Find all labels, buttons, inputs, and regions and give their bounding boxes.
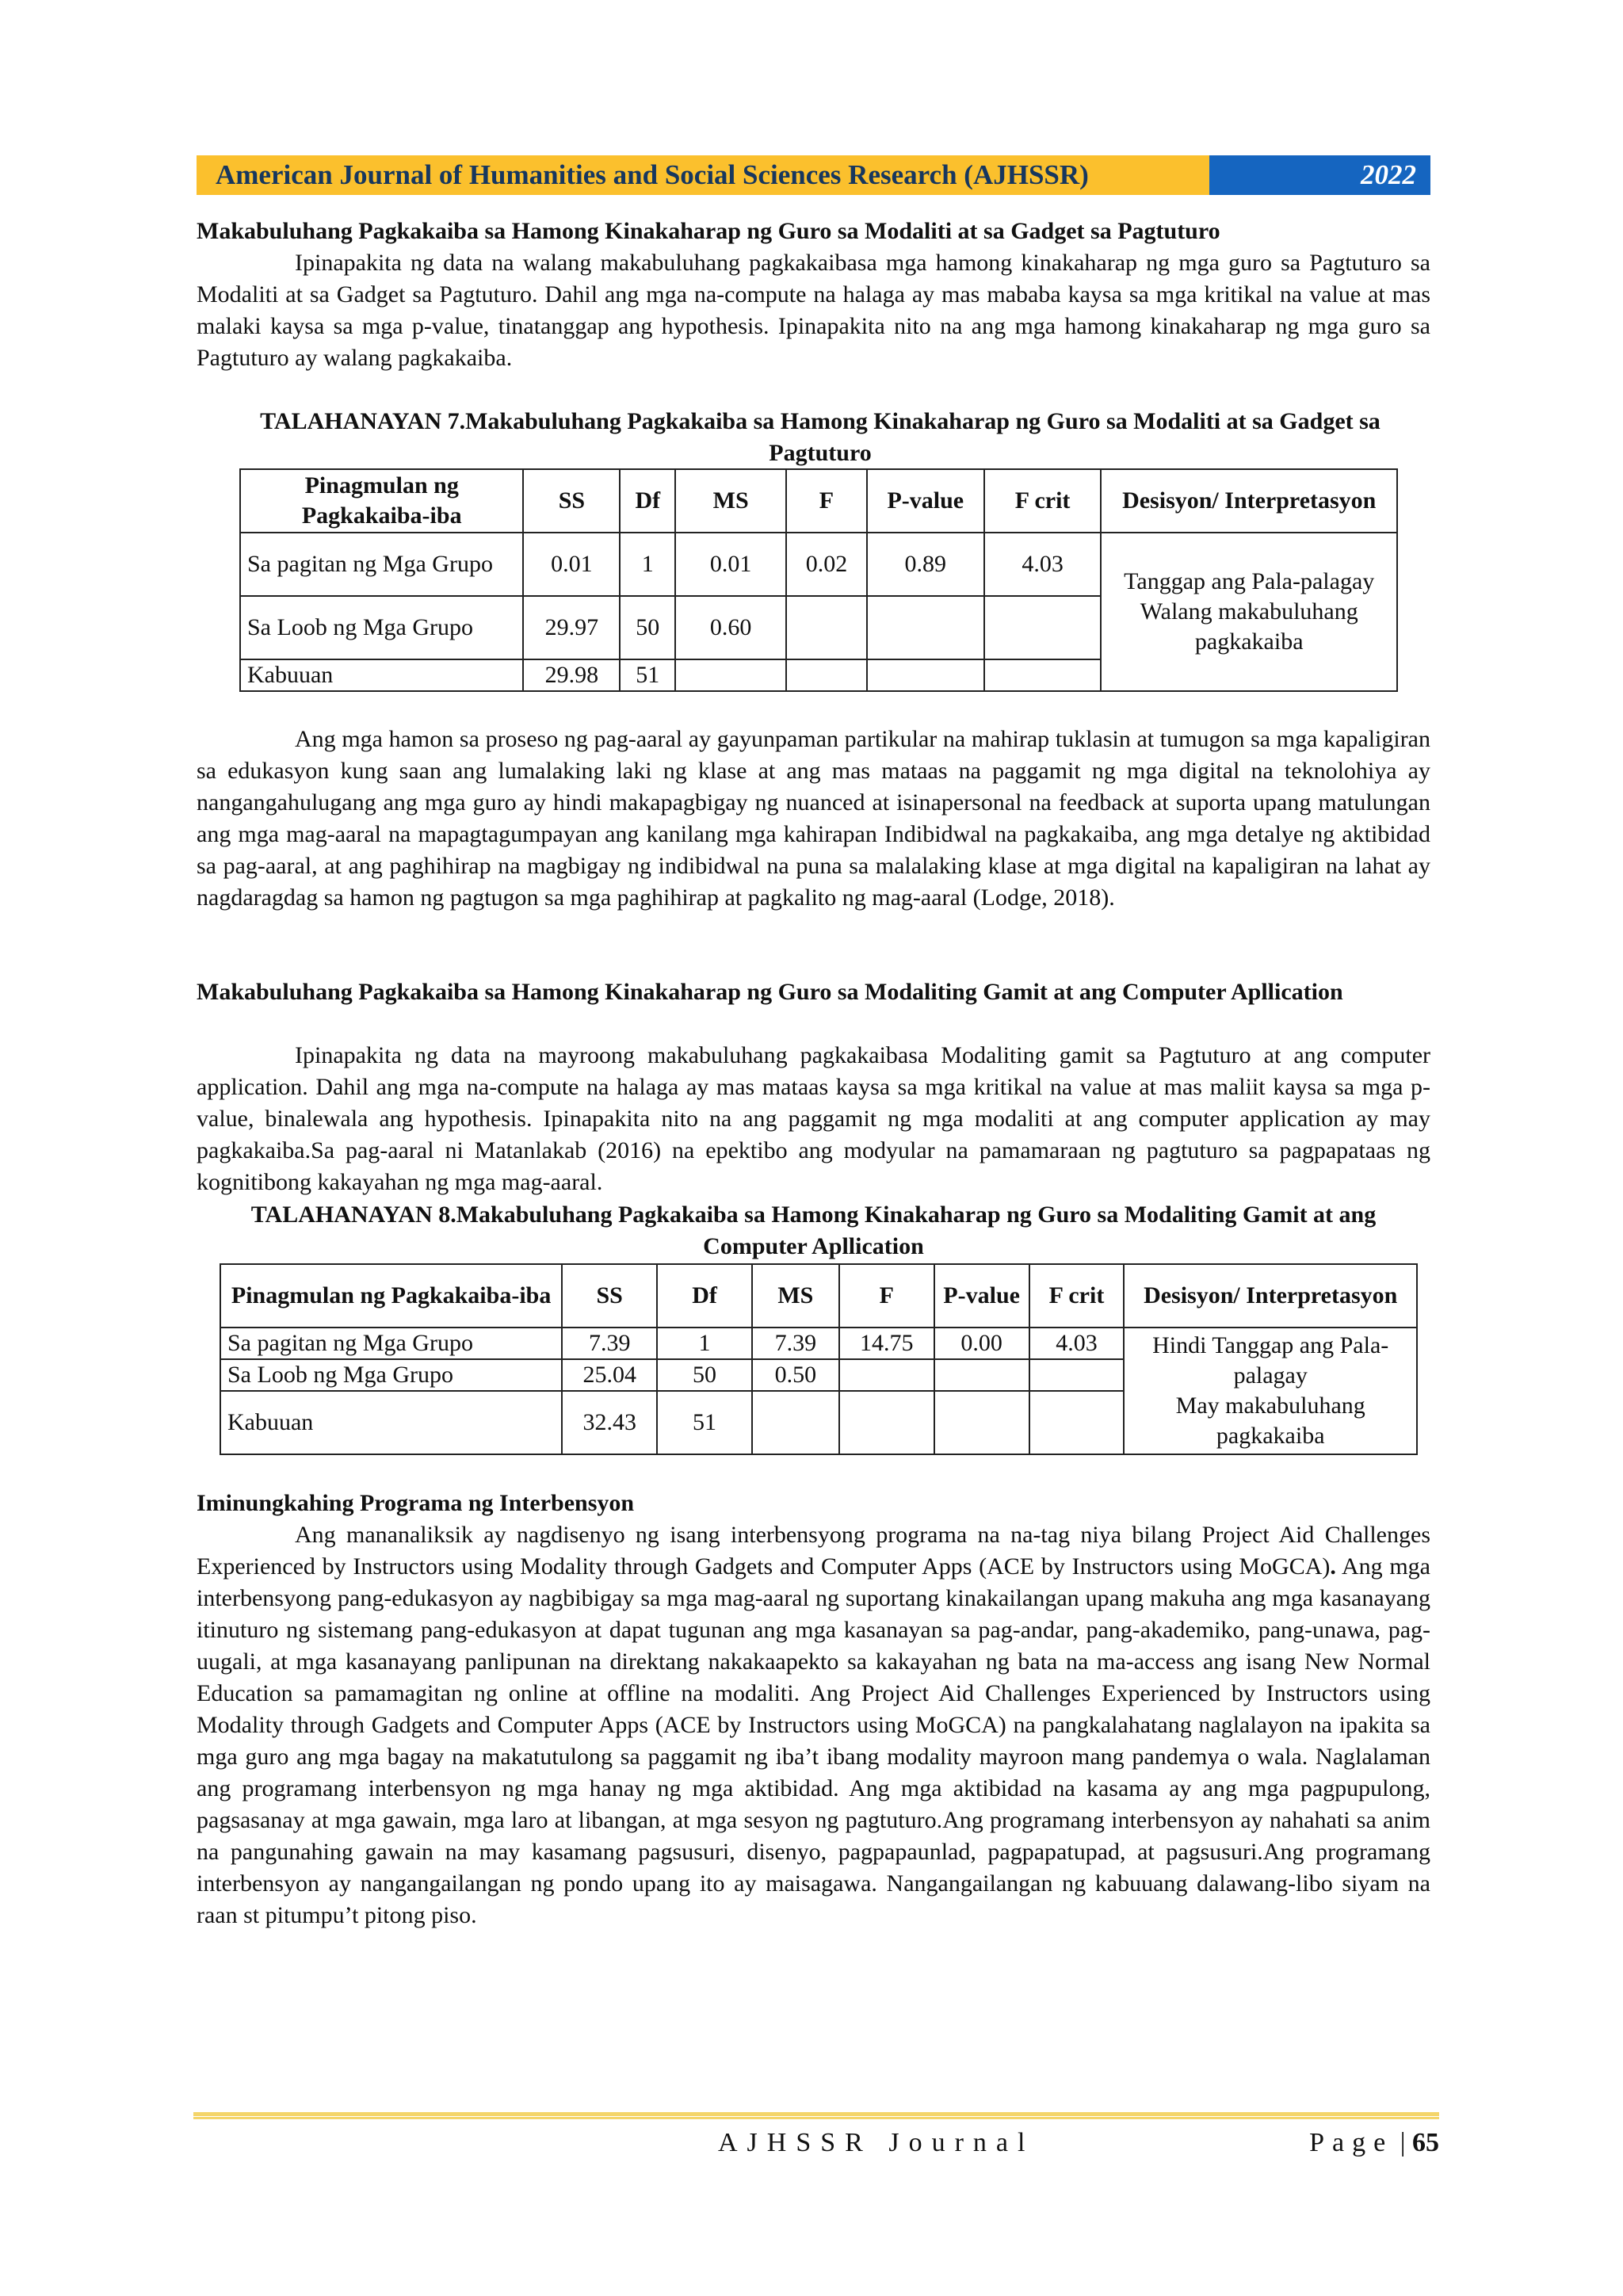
footer-page-number: 65 [1412,2128,1439,2157]
table7-cell: Sa pagitan ng Mga Grupo [240,533,523,596]
table8-caption: TALAHANAYAN 8.Makabuluhang Pagkakaiba sa Hamong Kinakaharap ng Guro sa Modaliting Gamit at ang Computer Apllication [250,1201,1377,1259]
journal-header [197,155,1430,195]
table8-header-pvalue: P-value [934,1264,1029,1328]
table7-cell [786,659,867,691]
footer-page-separator: | [1400,2128,1406,2157]
table7-decision-line1: Tanggap ang Pala-palagay [1124,568,1375,594]
table7-header-row [240,469,1397,533]
footer-page [1309,2124,1439,2162]
table8-header-df: Df [657,1264,752,1328]
table8-header-ss: SS [562,1264,657,1328]
footer-page-word: Page [1309,2128,1394,2157]
table8 [220,1263,1418,1455]
table7 [239,468,1398,692]
table8-cell: 7.39 [562,1328,657,1359]
table8-header-source: Pinagmulan ng Pagkakaiba-iba [220,1264,562,1328]
table7-cell [984,596,1102,659]
section3-paragraph-text [197,1519,1430,1931]
table8-header-row [220,1264,1417,1328]
table7-header-fcrit: F crit [984,469,1102,533]
journal-title: American Journal of Humanities and Social Sciences Research (AJHSSR) [197,155,1209,195]
table8-cell [1029,1391,1125,1454]
table8-cell: 0.00 [934,1328,1029,1359]
table7-cell: 29.97 [523,596,620,659]
paragraph2-text: Ang mga hamon sa proseso ng pag-aaral ay gayunpaman partikular na mahirap tuklasin at tumugon sa mga kapaligiran sa edukasyon kung saan ang lumalaking laki ng klase at ang mas mataas na paggamit ng mga digital na teknolohiya ay nangangahulugang ang mga guro ay hindi makapagbigay ng nuanced at isinapersonal na feedback at suporta upang matulungan ang mga mag-aaral na mapagtagumpayan ang kanilang mga kahirapan Indibidwal na pagkakaiba, ang mga detalye ng aktibidad sa pag-aaral, at ang paghihirap na magbigay ng indibidwal na puna sa malalaking klase at mga digital na kapaligiran na lahat ay nagdaragdag sa hamon ng pagtugon sa mga paghihirap at pagkalito ng mag-aaral (Lodge, 2018). [197,726,1430,911]
paragraph2 [197,724,1430,914]
table8-cell: 7.39 [752,1328,839,1359]
table8-cell: 14.75 [839,1328,934,1359]
table7-cell: 0.01 [675,533,786,596]
table8-cell: 1 [657,1328,752,1359]
table7-cell: 4.03 [984,533,1102,596]
table7-cell: 29.98 [523,659,620,691]
table8-cell [1029,1359,1125,1391]
journal-year: 2022 [1209,155,1430,195]
table8-header-f: F [839,1264,934,1328]
table8-cell [839,1359,934,1391]
table7-header-ss: SS [523,469,620,533]
table8-cell [934,1391,1029,1454]
table7-header-f: F [786,469,867,533]
section2-heading: Makabuluhang Pagkakaiba sa Hamong Kinakaharap ng Guro sa Modaliting Gamit at ang Computer Apllication [197,979,1343,1005]
table8-cell: 0.50 [752,1359,839,1391]
table8-decision-line1: Hindi Tanggap ang Pala-palagay [1152,1332,1389,1389]
section3-bold-period: . [1330,1553,1336,1580]
table7-cell: Kabuuan [240,659,523,691]
table8-cell: 32.43 [562,1391,657,1454]
table8-cell: Sa pagitan ng Mga Grupo [220,1328,562,1359]
table7-header-source: Pinagmulan ng Pagkakaiba-iba [240,469,523,533]
section3-paragraph-b [197,1553,1430,1928]
footer-rule [193,2112,1439,2116]
section1-paragraph-text: Ipinapakita ng data na walang makabuluhang pagkakaibasa mga hamong kinakaharap ng mga guro sa Pagtuturo sa Modaliti at sa Gadget sa Pagtuturo. Dahil ang mga na-compute na halaga ay mas mababa kaysa sa mga kritikal na value at mas malaki kaysa sa mga p-value, tinatanggap ang hypothesis. Ipinapakita nito na ang mga hamong kinakaharap ng mga guro sa Pagtuturo ay walang pagkakaiba. [197,250,1430,371]
table7-decision-line2: Walang makabuluhang pagkakaiba [1140,598,1358,655]
table8-header-ms: MS [752,1264,839,1328]
table7-cell: 0.02 [786,533,867,596]
table7-cell [867,659,984,691]
section1-heading: Makabuluhang Pagkakaiba sa Hamong Kinakaharap ng Guro sa Modaliti at sa Gadget sa Pagtuturo [197,218,1220,244]
table-row [220,1328,1417,1359]
table8-header-fcrit: F crit [1029,1264,1125,1328]
table7-cell: 0.89 [867,533,984,596]
table8-cell: 25.04 [562,1359,657,1391]
table8-cell: 4.03 [1029,1328,1125,1359]
table8-cell: Sa Loob ng Mga Grupo [220,1359,562,1391]
table8-cell: Kabuuan [220,1391,562,1454]
table7-cell: 0.60 [675,596,786,659]
section3-paragraph-rest: Ang mga interbensyong pang-edukasyon ay nagbibigay sa mga mag-aaral ng suportang kinakailangan upang makuha ang mga kasanayang itinuturo ng sistemang pang-edukasyon at dapat tugunan ang mga kasanayan sa pag-andar, pang-akademiko, pang-unawa, pag-uugali, at mga kasanayang panlipunan na direktang nakakaapekto sa kakayahan ng bata na ma-access ang isang New Normal Education sa pamamagitan ng online at offline na modaliti. Ang Project Aid Challenges Experienced by Instructors using Modality through Gadgets and Computer Apps (ACE by Instructors using MoGCA) na pangkalahatang naglalayon na ipakita sa mga guro ang mga bagay na makatutulong sa paggamit ng iba’t ibang modality mayroon mang pandemya o wala. Naglalaman ang programang interbensyon ng mga hanay ng mga aktibidad. Ang mga aktibidad na kasama ay ang mga pagpupulong, pagsasanay at mga gawain, mga laro at libangan, at mga sesyon ng pagtuturo.Ang programang interbensyon ay nahahati sa anim na pangunahing gawain na may kasamang pagsusuri, disenyo, pagpapaunlad, pagpapatupad, at pagsusuri.Ang programang interbensyon ay nangangailangan ng pondo upang ito ay maisagawa. Nangangailangan ng kabuuang dalawang-libo siyam na raan st pitumpu’t pitong piso. [197,1553,1430,1928]
footer-rule-thin [193,2117,1439,2119]
table7-cell [786,596,867,659]
table7-cell: Sa Loob ng Mga Grupo [240,596,523,659]
table7-header-pvalue: P-value [867,469,984,533]
table8-cell: 50 [657,1359,752,1391]
table7-cell [867,596,984,659]
table8-cell: 51 [657,1391,752,1454]
table7-cell: 0.01 [523,533,620,596]
table7-header-df: Df [620,469,675,533]
table7-decision [1101,533,1397,691]
section2-paragraph [197,1040,1430,1198]
table8-cell [752,1391,839,1454]
table8-cell [934,1359,1029,1391]
table8-cell [839,1391,934,1454]
table7-caption: TALAHANAYAN 7.Makabuluhang Pagkakaiba sa Hamong Kinakaharap ng Guro sa Modaliti at sa Gadget sa Pagtuturo [260,408,1381,466]
table7-cell: 50 [620,596,675,659]
section3-heading: Iminungkahing Programa ng Interbensyon [197,1490,635,1516]
table7-cell [675,659,786,691]
table-row [240,533,1397,596]
table7-header-ms: MS [675,469,786,533]
section3-paragraph-a: Ang mananaliksik ay nagdisenyo ng isang interbensyong programa na na-tag niya bilang Project Aid Challenges Experienced by Instructors using Modality through Gadgets and Computer Apps (ACE by Instructors using MoGCA) [197,1522,1430,1580]
section3-paragraph [197,1519,1430,1931]
table8-header-decision: Desisyon/ Interpretasyon [1124,1264,1417,1328]
footer-journal: AJHSSR Journal [718,2128,1035,2157]
section2-paragraph-text: Ipinapakita ng data na mayroong makabuluhang pagkakaibasa Modaliting gamit sa Pagtuturo at ang computer application. Dahil ang mga na-compute na halaga ay mas mataas kaysa sa mga kritikal na value at mas maliit kaysa sa mga p-value, binalewala ang hypothesis. Ipinapakita nito na ang paggamit ng mga modaliti at ang computer application ay may pagkakaiba.Sa pag-aaral ni Matanlakab (2016) na epektibo ang modyular na pamamaraan ng pagtuturo sa pagpapataas ng kognitibong kakayahan ng mga mag-aaral. [197,1042,1430,1195]
table7-cell [984,659,1102,691]
table7-header-decision: Desisyon/ Interpretasyon [1101,469,1397,533]
table7-cell: 1 [620,533,675,596]
table8-decision-line2: May makabuluhang pagkakaiba [1175,1392,1365,1449]
table7-cell: 51 [620,659,675,691]
table8-decision [1124,1328,1417,1454]
section1-paragraph [197,247,1430,374]
